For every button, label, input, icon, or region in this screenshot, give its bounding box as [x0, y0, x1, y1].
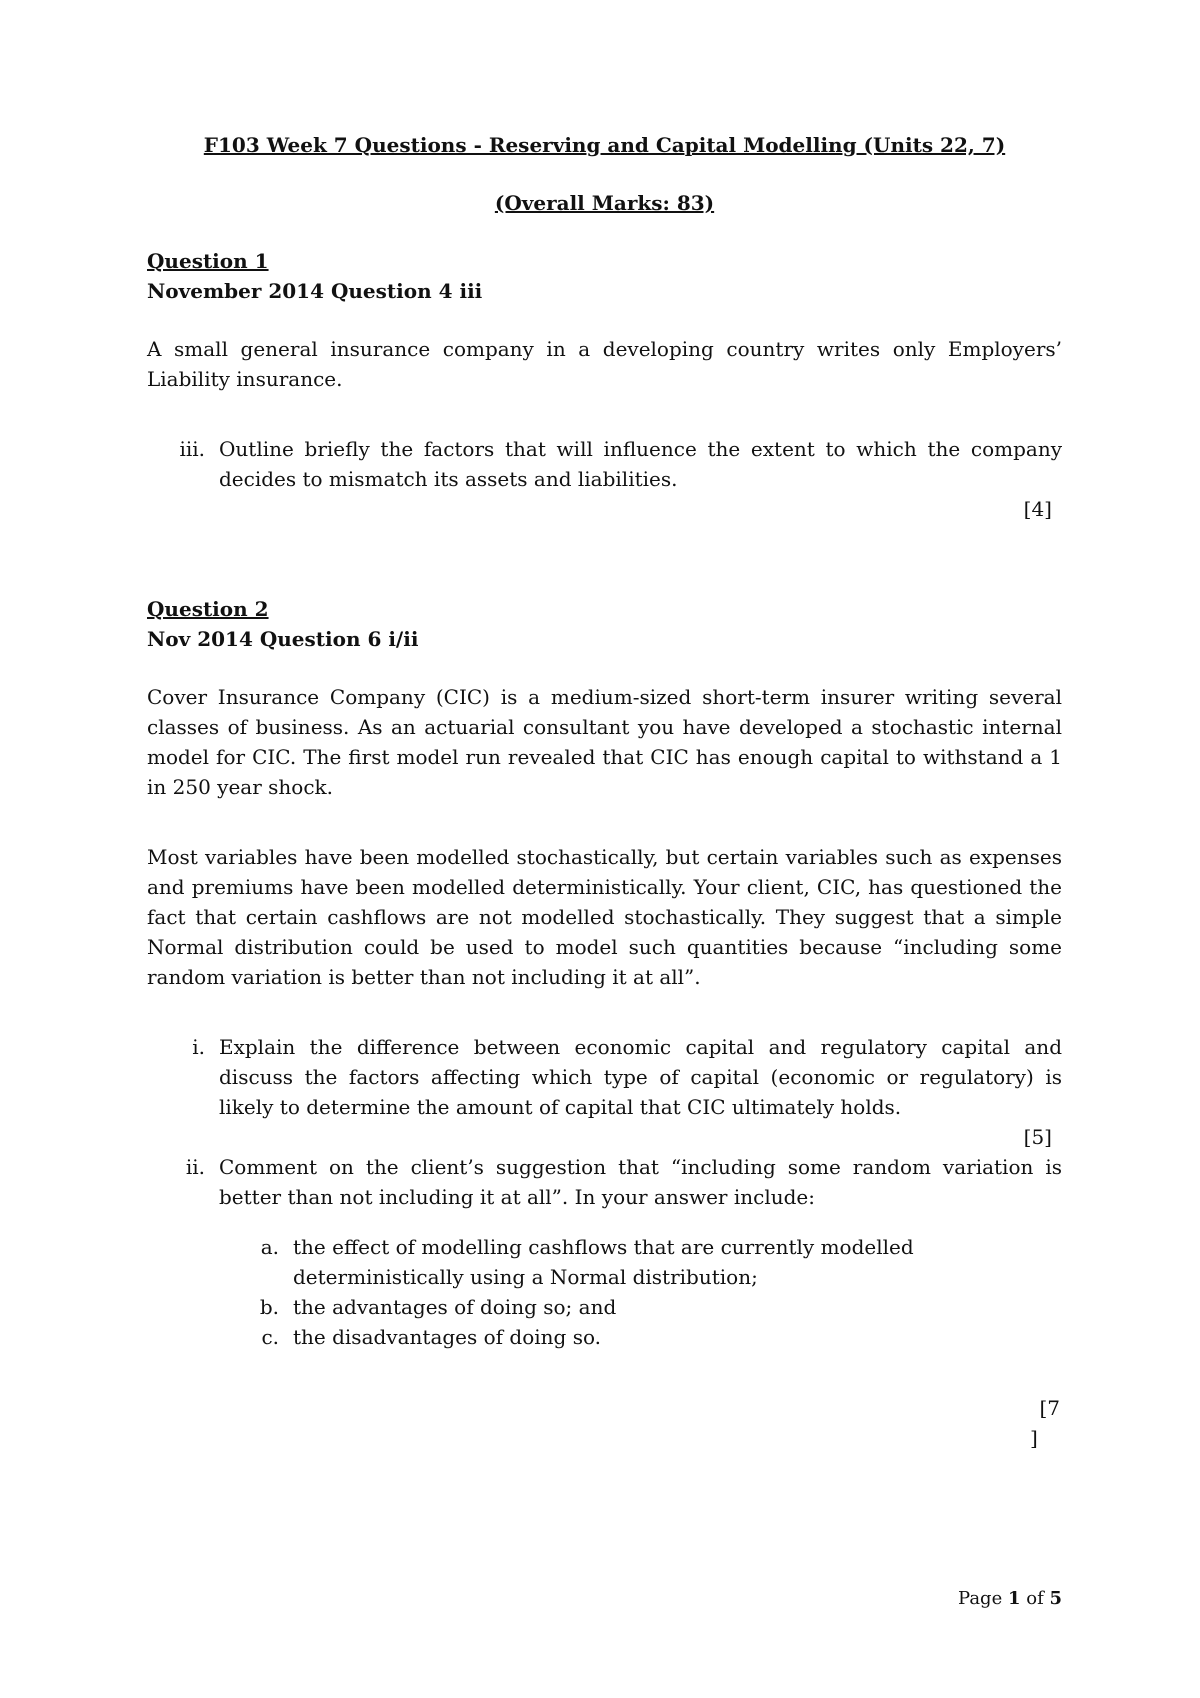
question-2-heading: Question 2	[147, 597, 269, 621]
question-1-intro: A small general insurance company in a developing country writes only Employers’ Liability insurance.	[147, 337, 1062, 391]
of-label: of	[1026, 1588, 1044, 1609]
question-2-paragraph-2: Most variables have been modelled stochastically, but certain variables such as expenses and premiums have been modelled deterministically. Your client, CIC, has questioned the fact that certain cashflows are not modelled stochastically. They suggest that a simple Normal distribution could be used to model such quantities because “including some random variation is better than not including it at all”.	[147, 845, 1062, 989]
page-label: Page	[958, 1588, 1003, 1609]
overall-marks: (Overall Marks: 83)	[494, 191, 715, 215]
page-footer	[958, 1588, 1062, 1609]
page-total: 5	[1049, 1588, 1062, 1609]
mark-line-2: ]	[1030, 1426, 1038, 1450]
sub-number: b.	[259, 1295, 279, 1319]
part-text: Outline briefly the factors that will influence the extent to which the company decides to mismatch its assets and liabilities.	[219, 437, 1062, 491]
question-2-sub-c	[147, 1322, 1062, 1352]
sub-text: the effect of modelling cashflows that are currently modelled deterministically using a Normal distribution;	[293, 1235, 914, 1289]
question-2-source: Nov 2014 Question 6 i/ii	[147, 627, 419, 651]
sub-number: a.	[260, 1235, 279, 1259]
question-2-part-i-mark: [5]	[1023, 1125, 1052, 1149]
question-2-sub-a	[147, 1232, 1062, 1292]
question-1-mark: [4]	[1023, 497, 1052, 521]
question-2-part-ii	[147, 1152, 1062, 1212]
page-number: 1	[1007, 1588, 1021, 1609]
question-2-paragraph-1: Cover Insurance Company (CIC) is a medium-sized short-term insurer writing several classes of business. As an actuarial consultant you have developed a stochastic internal model for CIC. The first model run revealed that CIC has enough capital to withstand a 1 in 250 year shock.	[147, 685, 1062, 799]
part-text: Explain the difference between economic capital and regulatory capital and discuss the factors affecting which type of capital (economic or regulatory) is likely to determine the amount of capital that CIC ultimately holds.	[219, 1035, 1062, 1119]
question-1-heading: Question 1	[147, 249, 269, 273]
page-content	[147, 130, 1062, 1352]
part-number: iii.	[179, 437, 205, 461]
question-1-part-iii	[147, 434, 1062, 494]
sub-text: the disadvantages of doing so.	[293, 1325, 602, 1349]
part-number: ii.	[185, 1155, 205, 1179]
part-text: Comment on the client’s suggestion that “including some random variation is better than not including it at all”. In your answer include:	[219, 1155, 1062, 1209]
sub-number: c.	[261, 1325, 279, 1349]
question-2-part-i	[147, 1032, 1062, 1122]
sub-text: the advantages of doing so; and	[293, 1295, 617, 1319]
mark-line-1: [7	[1039, 1396, 1060, 1420]
document-title: F103 Week 7 Questions - Reserving and Capital Modelling (Units 22, 7)	[203, 133, 1006, 157]
question-2-part-ii-mark	[1030, 1393, 1060, 1453]
question-1-source: November 2014 Question 4 iii	[147, 279, 483, 303]
question-2-sub-b	[147, 1292, 1062, 1322]
part-number: i.	[192, 1035, 205, 1059]
